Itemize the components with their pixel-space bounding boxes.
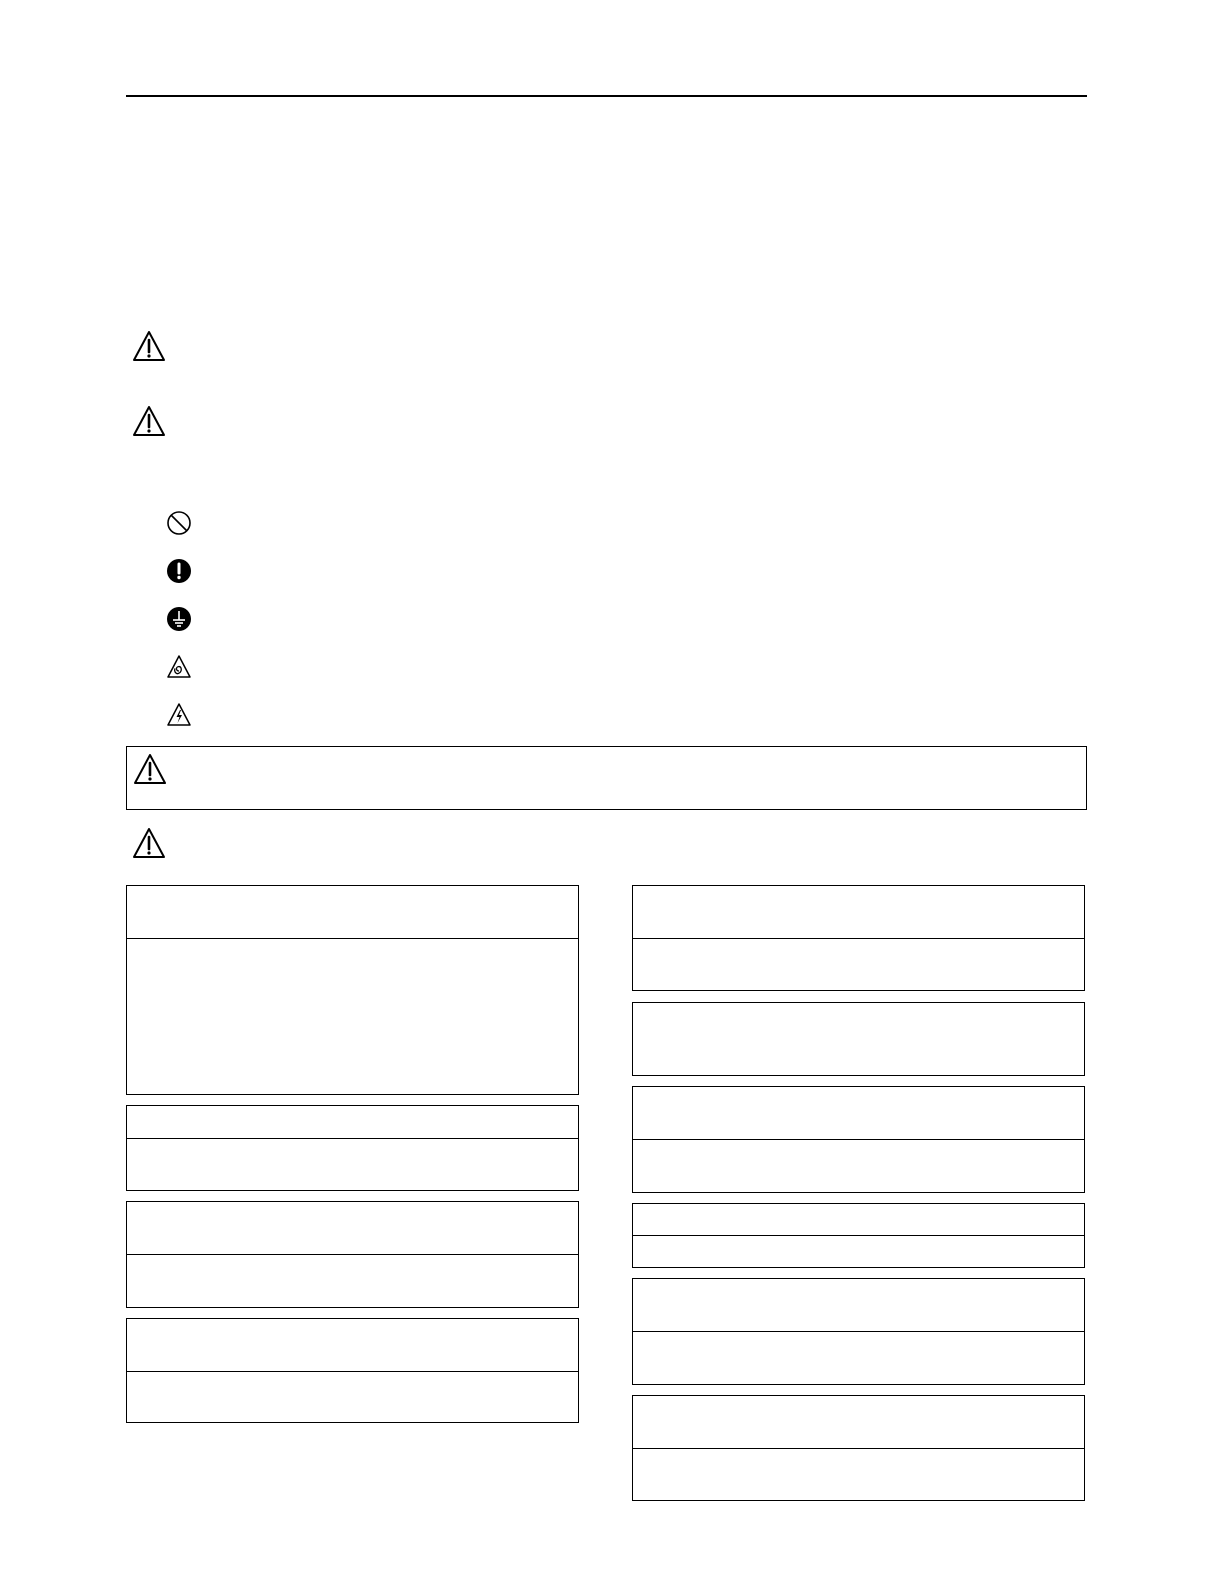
warning-triangle-icon	[132, 330, 166, 362]
entanglement-warning-icon	[166, 654, 192, 680]
box-header	[633, 1204, 1084, 1236]
right-safety-box-2	[632, 1002, 1085, 1076]
box-header	[127, 1202, 578, 1255]
electric-shock-icon	[166, 702, 192, 728]
box-header	[633, 1279, 1084, 1332]
box-header	[633, 1396, 1084, 1449]
box-header	[633, 886, 1084, 939]
right-safety-box-1	[632, 885, 1085, 991]
right-safety-box-5	[632, 1278, 1085, 1385]
box-header	[127, 1319, 578, 1372]
box-header	[127, 1106, 578, 1139]
caution-triangle-icon	[132, 405, 166, 437]
right-safety-box-6	[632, 1395, 1085, 1501]
right-safety-box-4	[632, 1203, 1085, 1268]
mandatory-action-icon	[166, 558, 192, 584]
warning-triangle-icon	[132, 827, 166, 859]
header-rule	[126, 95, 1087, 97]
prohibition-icon	[166, 510, 192, 536]
box-header	[633, 1087, 1084, 1140]
warning-triangle-icon	[133, 753, 167, 785]
left-safety-box-2	[126, 1105, 579, 1191]
right-safety-box-3	[632, 1086, 1085, 1193]
warning-notice-box	[126, 746, 1087, 810]
box-header	[127, 886, 578, 939]
left-safety-box-3	[126, 1201, 579, 1308]
left-safety-box-1	[126, 885, 579, 1095]
left-safety-box-4	[126, 1318, 579, 1423]
ground-icon	[166, 606, 192, 632]
